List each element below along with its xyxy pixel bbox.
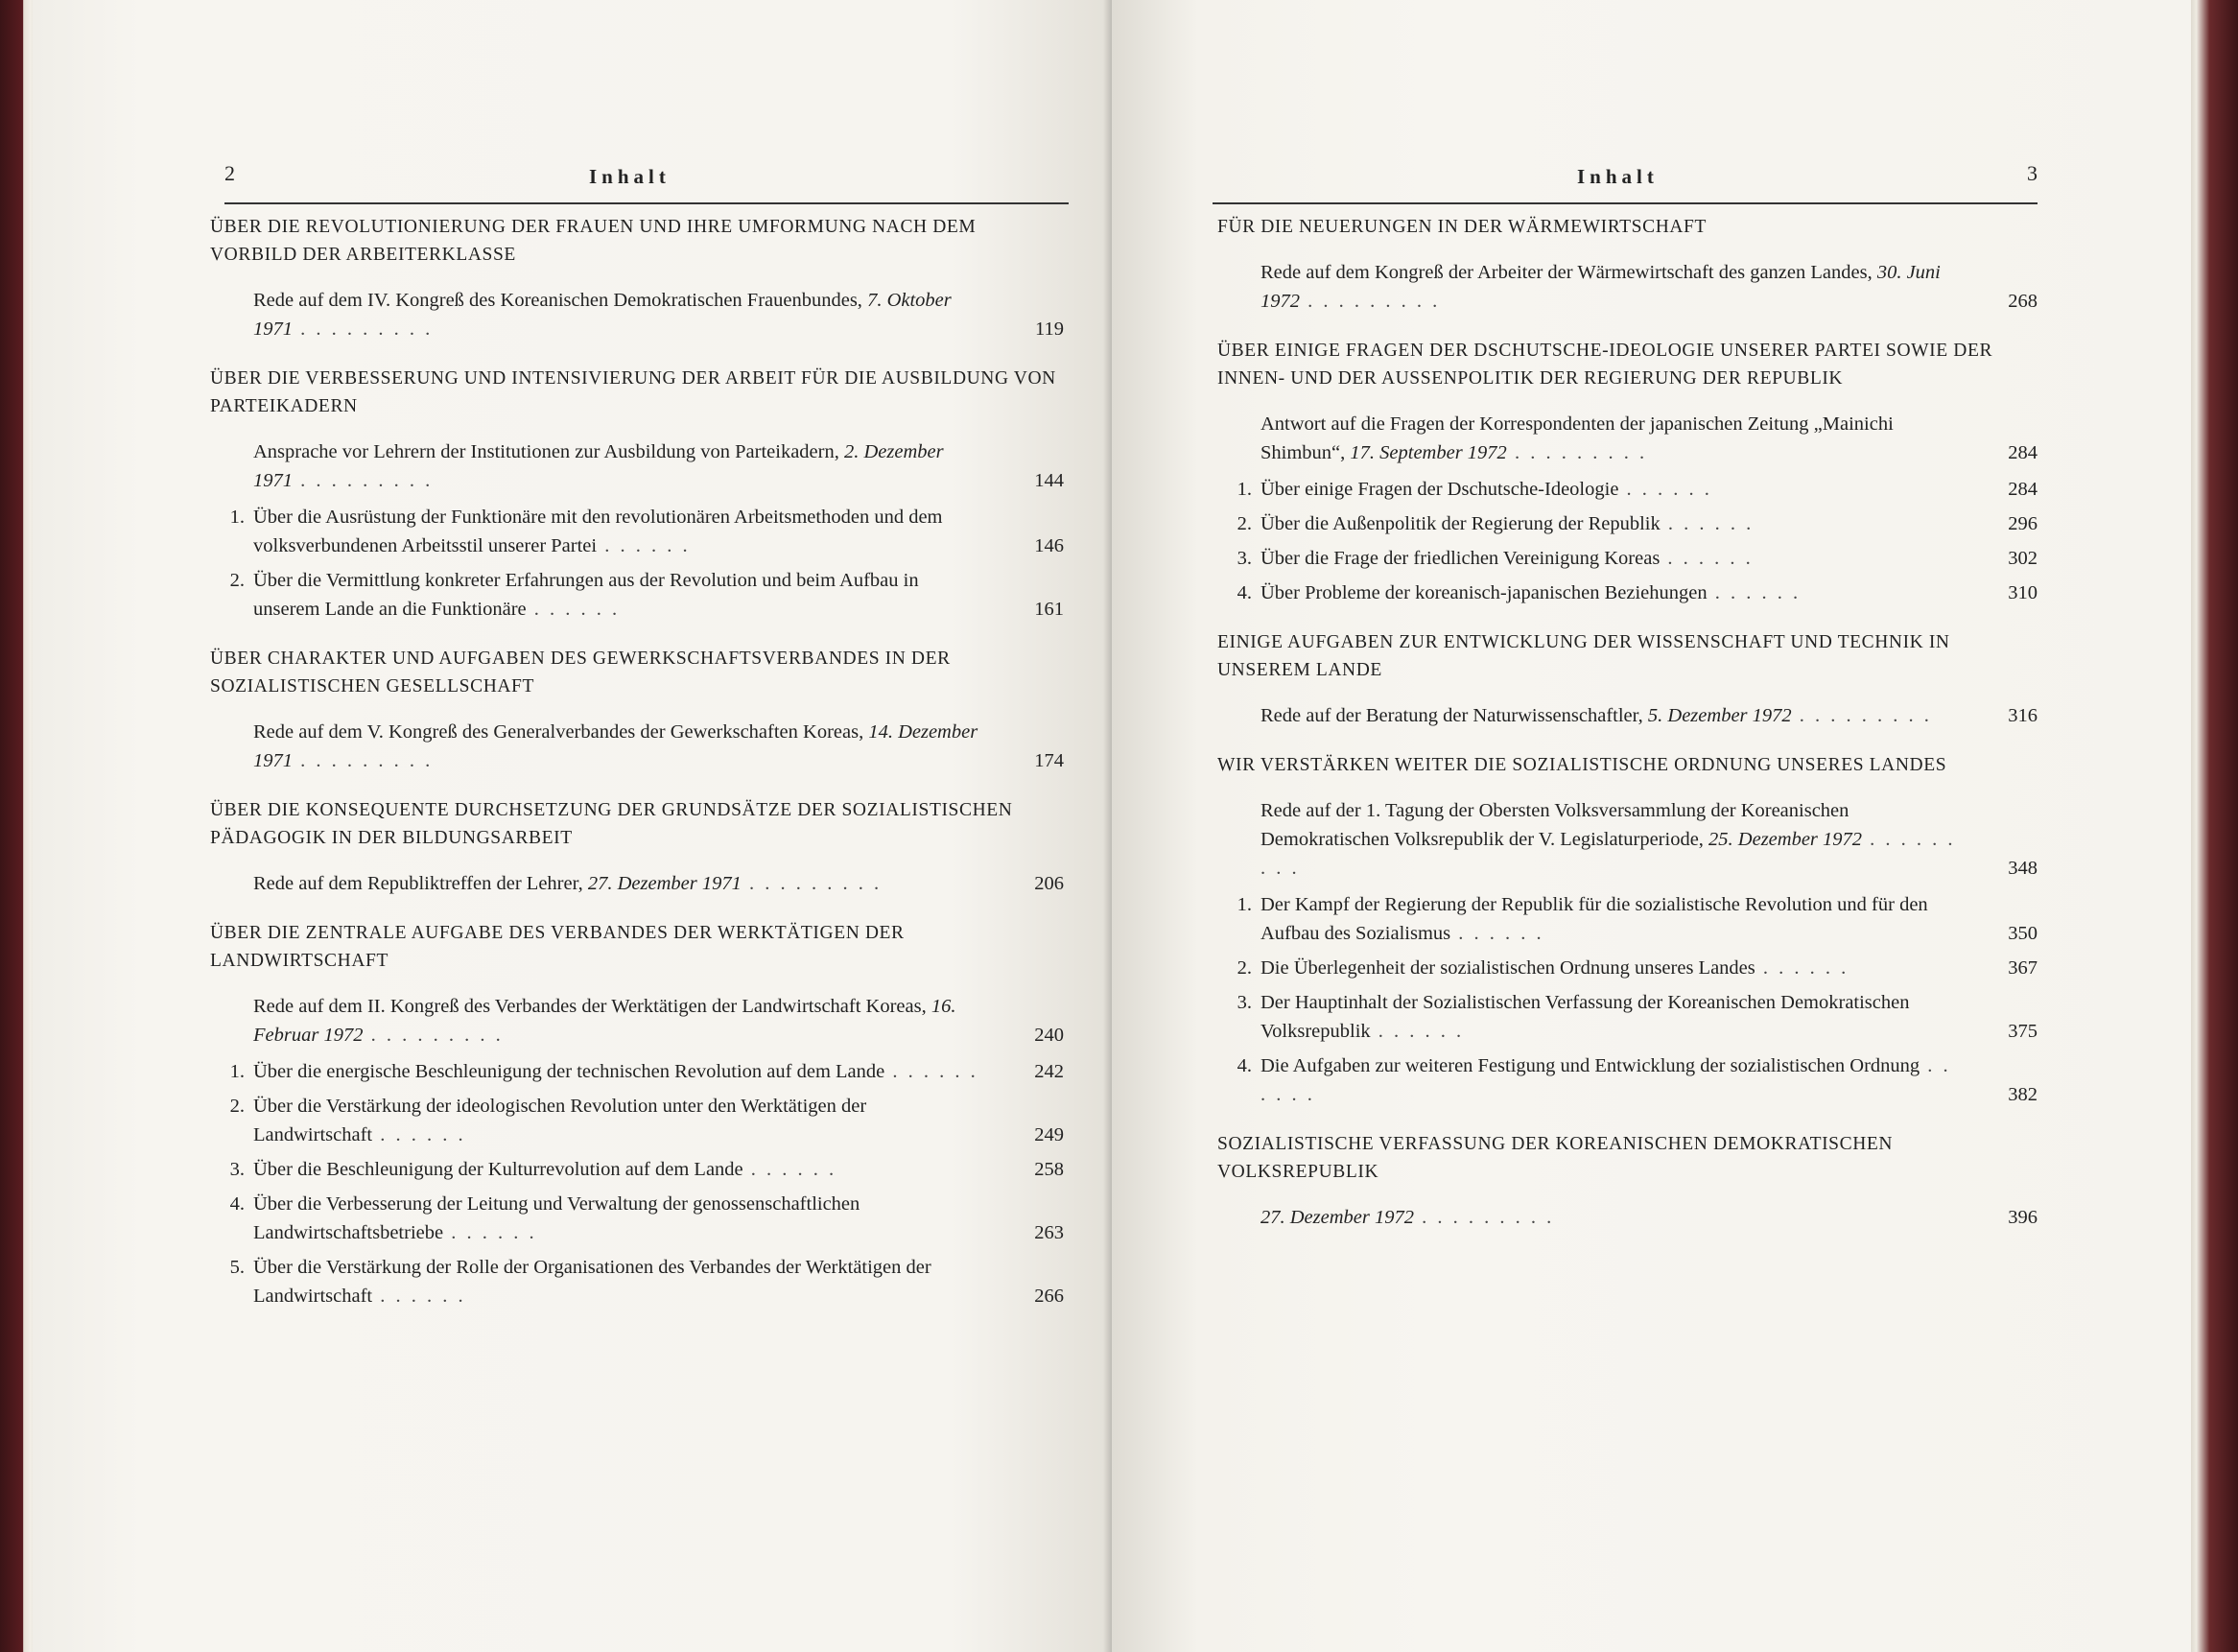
page-ref: 161 — [1034, 599, 1064, 620]
entry-date: 17. September 1972 — [1350, 442, 1507, 463]
dot-leader: . . . . . . . . . — [1414, 1207, 1555, 1228]
dot-leader: . . . . . . — [742, 1159, 837, 1180]
entry-text: Rede auf der Beratung der Naturwissenschaftler, — [1260, 705, 1648, 726]
page-ref: 146 — [1034, 535, 1064, 556]
entry-text: Antwort auf die Fragen der Korrespondenten der japanischen Zeitung „Mainichi Shimbun“, — [1260, 413, 1894, 463]
toc-section — [210, 645, 1064, 775]
page-ref: 263 — [1034, 1222, 1064, 1243]
toc-subitem — [210, 1092, 1064, 1149]
page-ref: 382 — [2008, 1084, 2038, 1105]
item-text: Die Überlegenheit der sozialistischen Ordnung unseres Landes — [1260, 957, 1755, 979]
item-number: 1. — [229, 1061, 245, 1082]
item-number: 4. — [1237, 582, 1252, 603]
entry-text: Rede auf dem II. Kongreß des Verbandes der Werktätigen der Landwirtschaft Koreas, — [253, 996, 931, 1017]
item-number: 3. — [1237, 992, 1252, 1013]
toc-subitem — [210, 503, 1064, 560]
page-ref: 144 — [1034, 470, 1064, 491]
toc-subitem — [1217, 509, 2038, 538]
toc-entry — [210, 869, 1064, 898]
section-title: ÜBER DIE REVOLUTIONIERUNG DER FRAUEN UND IHRE UMFORMUNG NACH DEM VORBILD DER ARBEITERKLASSE — [210, 217, 977, 265]
page-header-title: Inhalt — [589, 165, 671, 188]
toc-subitem — [210, 566, 1064, 624]
dot-leader: . . . . . . — [597, 535, 691, 556]
item-text: Über die energische Beschleunigung der technischen Revolution auf dem Lande — [253, 1061, 885, 1082]
dot-leader: . . . . . . — [1660, 513, 1755, 534]
item-number: 2. — [1237, 957, 1252, 979]
section-title: FÜR DIE NEUERUNGEN IN DER WÄRMEWIRTSCHAFT — [1217, 217, 1708, 237]
toc-entry — [210, 992, 1064, 1050]
toc-entry — [1217, 1203, 2038, 1232]
toc-section — [210, 365, 1064, 624]
dot-leader: . . . . . . — [1618, 479, 1712, 500]
dot-leader: . . . . . . . . . — [293, 319, 434, 340]
dot-leader: . . . . . . — [884, 1061, 978, 1082]
page-ref: 350 — [2008, 923, 2038, 944]
page-ref: 348 — [2008, 858, 2038, 879]
page-ref: 284 — [2008, 479, 2038, 500]
item-number: 1. — [1237, 479, 1252, 500]
page-number: 3 — [2027, 161, 2038, 185]
section-title: ÜBER CHARAKTER UND AUFGABEN DES GEWERKSCHAFTSVERBANDES IN DER SOZIALISTISCHEN GESELLSCHAFT — [210, 649, 951, 696]
dot-leader: . . . . . . — [1370, 1021, 1465, 1042]
left-page-header — [224, 161, 1069, 200]
item-text: Über Probleme der koreanisch-japanischen Beziehungen — [1260, 582, 1708, 603]
section-title: EINIGE AUFGABEN ZUR ENTWICKLUNG DER WISSENSCHAFT UND TECHNIK IN UNSEREM LANDE — [1217, 632, 1950, 680]
page-ref: 284 — [2008, 442, 2038, 463]
toc-subitem — [1217, 890, 2038, 948]
entry-date: 16. Februar 1972 — [253, 996, 956, 1046]
item-text: Über die Beschleunigung der Kulturrevolution auf dem Lande — [253, 1159, 743, 1180]
toc-section — [1217, 751, 2038, 1109]
dot-leader: . . . . . . — [1260, 1055, 1951, 1105]
entry-text: Rede auf dem Republiktreffen der Lehrer, — [253, 873, 588, 894]
right-page — [1112, 0, 2191, 1652]
entry-date: 5. Dezember 1972 — [1647, 705, 1792, 726]
entry-date: 2. Dezember 1971 — [253, 441, 944, 491]
item-text: Der Hauptinhalt der Sozialistischen Verfassung der Koreanischen Demokratischen Volksrepublik — [1260, 992, 1910, 1042]
right-page-header — [1213, 161, 2038, 200]
toc-left — [210, 213, 1064, 1332]
item-text: Über die Verstärkung der Rolle der Organisationen des Verbandes der Werktätigen der Landwirtschaft — [253, 1257, 931, 1307]
toc-entry — [210, 286, 1064, 343]
item-number: 3. — [1237, 548, 1252, 569]
left-page — [33, 0, 1112, 1652]
dot-leader: . . . . . . . . . — [1300, 291, 1441, 312]
item-number: 2. — [1237, 513, 1252, 534]
toc-section — [1217, 1130, 2038, 1232]
section-title: SOZIALISTISCHE VERFASSUNG DER KOREANISCHEN DEMOKRATISCHEN VOLKSREPUBLIK — [1217, 1134, 1894, 1182]
page-ref: 258 — [1034, 1159, 1064, 1180]
page-ref: 316 — [2008, 705, 2038, 726]
page-ref: 375 — [2008, 1021, 2038, 1042]
dot-leader: . . . . . . — [526, 599, 621, 620]
entry-text: Rede auf der 1. Tagung der Obersten Volksversammlung der Koreanischen Demokratischen Volksrepublik der V. Legislaturperiode, — [1260, 800, 1849, 850]
page-ref: 206 — [1034, 873, 1064, 894]
entry-date: 7. Oktober 1971 — [253, 290, 952, 340]
dot-leader: . . . . . . — [1755, 957, 1849, 979]
entry-date: 14. Dezember 1971 — [253, 721, 978, 771]
page-ref: 396 — [2008, 1207, 2038, 1228]
dot-leader: . . . . . . . . . — [1791, 705, 1932, 726]
toc-entry — [1217, 410, 2038, 467]
section-title: ÜBER EINIGE FRAGEN DER DSCHUTSCHE-IDEOLOGIE UNSERER PARTEI SOWIE DER INNEN- UND DER AUSSENPOLITIK DER REGIERUNG DER REPUBLIK — [1217, 341, 1993, 389]
toc-subitem — [210, 1155, 1064, 1184]
toc-subitem — [1217, 988, 2038, 1046]
page-ref: 174 — [1034, 750, 1064, 771]
item-text: Der Kampf der Regierung der Republik für die sozialistische Revolution und für den Aufbau des Sozialismus — [1260, 894, 1928, 944]
entry-date: 27. Dezember 1972 — [1260, 1207, 1414, 1228]
toc-section — [210, 213, 1064, 343]
toc-right — [1217, 213, 2038, 1253]
item-number: 1. — [229, 507, 245, 528]
item-text: Die Aufgaben zur weiteren Festigung und Entwicklung der sozialistischen Ordnung — [1260, 1055, 1920, 1076]
header-rule — [224, 202, 1069, 204]
dot-leader: . . . . . . — [1660, 548, 1754, 569]
item-number: 2. — [229, 570, 245, 591]
toc-subitem — [210, 1057, 1064, 1086]
item-number: 4. — [1237, 1055, 1252, 1076]
dot-leader: . . . . . . — [1450, 923, 1544, 944]
dot-leader: . . . . . . — [1707, 582, 1802, 603]
entry-text: Ansprache vor Lehrern der Institutionen zur Ausbildung von Parteikadern, — [253, 441, 844, 462]
toc-section — [1217, 337, 2038, 607]
page-header-title: Inhalt — [1577, 165, 1659, 188]
item-number: 3. — [229, 1159, 245, 1180]
section-title: ÜBER DIE ZENTRALE AUFGABE DES VERBANDES DER WERKTÄTIGEN DER LANDWIRTSCHAFT — [210, 923, 905, 971]
dot-leader: . . . . . . . . . — [1260, 829, 1956, 879]
toc-section — [1217, 213, 2038, 316]
item-text: Über die Verstärkung der ideologischen Revolution unter den Werktätigen der Landwirtschaft — [253, 1096, 867, 1145]
section-title: ÜBER DIE VERBESSERUNG UND INTENSIVIERUNG DER ARBEIT FÜR DIE AUSBILDUNG VON PARTEIKADERN — [210, 368, 1056, 416]
toc-section — [210, 796, 1064, 898]
dot-leader: . . . . . . . . . — [293, 470, 434, 491]
page-ref: 367 — [2008, 957, 2038, 979]
dot-leader: . . . . . . — [372, 1124, 466, 1145]
page-ref: 268 — [2008, 291, 2038, 312]
toc-entry — [1217, 701, 2038, 730]
item-number: 2. — [229, 1096, 245, 1117]
page-number: 2 — [224, 161, 235, 185]
toc-entry — [210, 718, 1064, 775]
page-ref: 240 — [1034, 1025, 1064, 1046]
section-title: WIR VERSTÄRKEN WEITER DIE SOZIALISTISCHE ORDNUNG UNSERES LANDES — [1217, 755, 1947, 775]
page-ref: 249 — [1034, 1124, 1064, 1145]
toc-subitem — [210, 1253, 1064, 1310]
dot-leader: . . . . . . — [443, 1222, 537, 1243]
entry-text: Rede auf dem Kongreß der Arbeiter der Wärmewirtschaft des ganzen Landes, — [1260, 262, 1877, 283]
toc-entry — [1217, 796, 2038, 883]
item-text: Über einige Fragen der Dschutsche-Ideologie — [1260, 479, 1619, 500]
toc-subitem — [1217, 954, 2038, 982]
page-ref: 119 — [1035, 319, 1064, 340]
book-cover-right — [2186, 0, 2238, 1652]
dot-leader: . . . . . . . . . — [1506, 442, 1648, 463]
item-number: 5. — [229, 1257, 245, 1278]
entry-date: 25. Dezember 1972 — [1708, 829, 1863, 850]
toc-section — [1217, 628, 2038, 730]
entry-text: Rede auf dem IV. Kongreß des Koreanischen Demokratischen Frauenbundes, — [253, 290, 868, 311]
section-title: ÜBER DIE KONSEQUENTE DURCHSETZUNG DER GRUNDSÄTZE DER SOZIALISTISCHEN PÄDAGOGIK IN DER BILDUNGSARBEIT — [210, 800, 1013, 848]
item-number: 1. — [1237, 894, 1252, 915]
page-ref: 296 — [2008, 513, 2038, 534]
toc-entry — [210, 437, 1064, 495]
item-text: Über die Frage der friedlichen Vereinigung Koreas — [1260, 548, 1661, 569]
item-text: Über die Vermittlung konkreter Erfahrungen aus der Revolution und beim Aufbau in unserem Lande an die Funktionäre — [253, 570, 919, 620]
page-ref: 266 — [1034, 1286, 1064, 1307]
toc-subitem — [1217, 578, 2038, 607]
toc-subitem — [210, 1190, 1064, 1247]
toc-subitem — [1217, 544, 2038, 573]
entry-date: 27. Dezember 1971 — [587, 873, 742, 894]
page-ref: 310 — [2008, 582, 2038, 603]
item-text: Über die Ausrüstung der Funktionäre mit den revolutionären Arbeitsmethoden und dem volksverbundenen Arbeitsstil unserer Partei — [253, 507, 943, 556]
toc-subitem — [1217, 475, 2038, 504]
dot-leader: . . . . . . . . . — [741, 873, 883, 894]
dot-leader: . . . . . . . . . — [363, 1025, 504, 1046]
dot-leader: . . . . . . — [372, 1286, 466, 1307]
item-text: Über die Außenpolitik der Regierung der Republik — [1260, 513, 1661, 534]
entry-text: Rede auf dem V. Kongreß des Generalverbandes der Gewerkschaften Koreas, — [253, 721, 869, 743]
item-number: 4. — [229, 1193, 245, 1215]
header-rule — [1213, 202, 2038, 204]
dot-leader: . . . . . . . . . — [293, 750, 434, 771]
page-ref: 242 — [1034, 1061, 1064, 1082]
entry-date: 30. Juni 1972 — [1260, 262, 1941, 312]
page-ref: 302 — [2008, 548, 2038, 569]
toc-subitem — [1217, 1051, 2038, 1109]
toc-entry — [1217, 258, 2038, 316]
toc-section — [210, 919, 1064, 1310]
item-text: Über die Verbesserung der Leitung und Verwaltung der genossenschaftlichen Landwirtschaftsbetriebe — [253, 1193, 860, 1243]
